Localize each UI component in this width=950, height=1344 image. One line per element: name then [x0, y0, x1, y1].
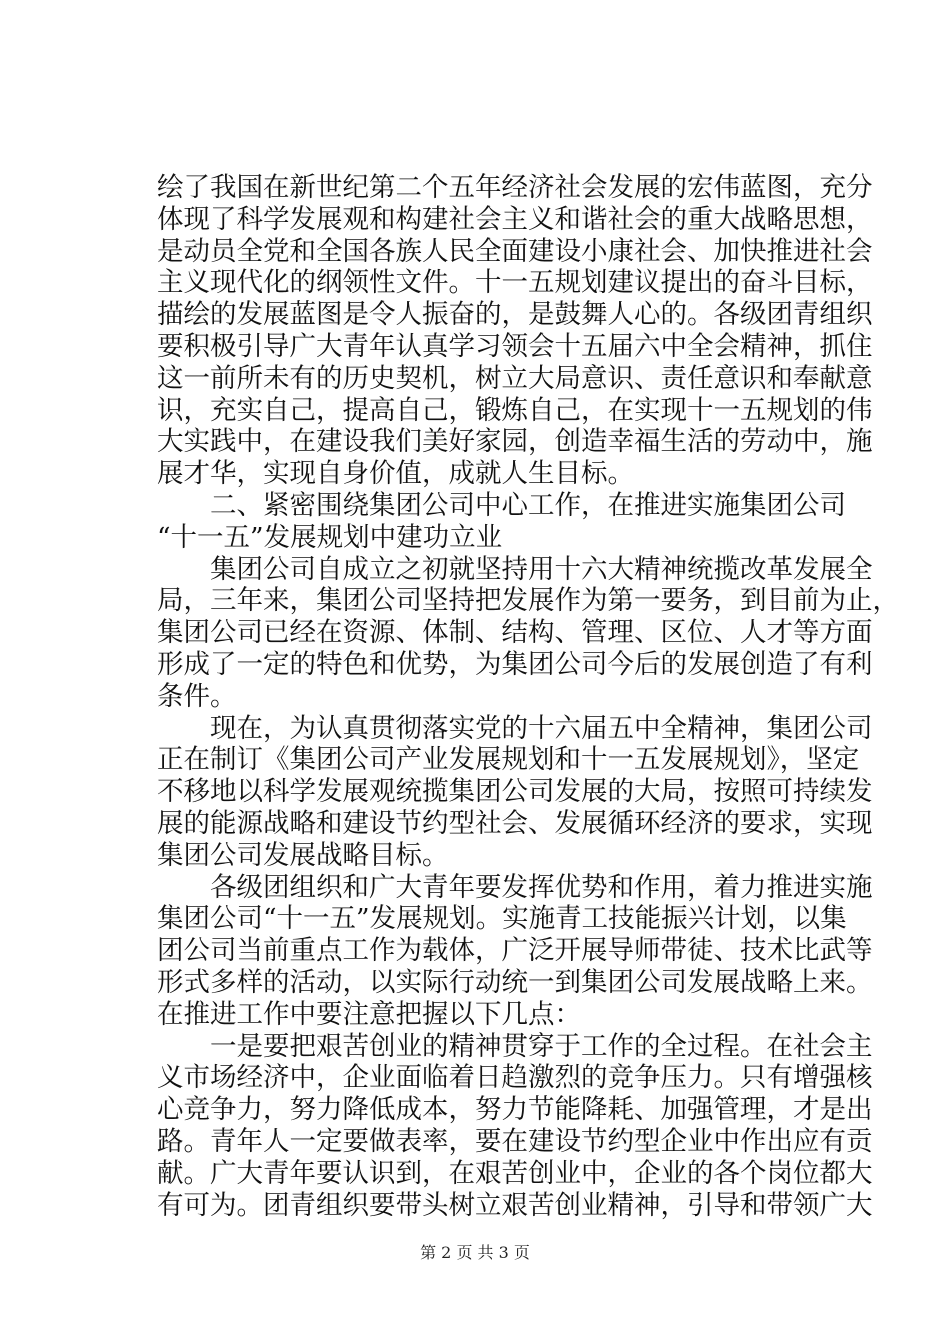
text-line: 集团公司自成立之初就坚持用十六大精神统揽改革发展全 [157, 553, 873, 585]
text-line: 集团公司已经在资源、体制、结构、管理、区位、人才等方面 [157, 617, 873, 649]
text-line: 献。广大青年要认识到，在艰苦创业中，企业的各个岗位都大 [157, 1157, 873, 1189]
text-line: 描绘的发展蓝图是令人振奋的，是鼓舞人心的。各级团青组织 [157, 299, 873, 331]
text-line: 大实践中，在建设我们美好家园，创造幸福生活的劳动中，施 [157, 426, 873, 458]
text-line: 识，充实自己，提高自己，锻炼自己，在实现十一五规划的伟 [157, 394, 873, 426]
text-line: 有可为。团青组织要带头树立艰苦创业精神，引导和带领广大 [157, 1189, 873, 1221]
body-text [157, 172, 899, 1221]
text-line: 各级团组织和广大青年要发挥优势和作用，着力推进实施 [157, 871, 873, 903]
text-line: 路。青年人一定要做表率，要在建设节约型企业中作出应有贡 [157, 1125, 873, 1157]
text-line: 现在，为认真贯彻落实党的十六届五中全精神，集团公司 [157, 712, 873, 744]
text-line: 展的能源战略和建设节约型社会、发展循环经济的要求，实现 [157, 807, 873, 839]
page-number-footer: 第 2 页 共 3 页 [420, 1243, 530, 1262]
text-line: 不移地以科学发展观统揽集团公司发展的大局，按照可持续发 [157, 776, 873, 808]
text-line: 正在制订《集团公司产业发展规划和十一五发展规划》，坚定 [157, 744, 860, 776]
text-line: 主义现代化的纲领性文件。十一五规划建议提出的奋斗目标， [157, 267, 873, 299]
text-line: 集团公司“十一五”发展规划。实施青工技能振兴计划，以集 [157, 903, 847, 935]
text-line: 绘了我国在新世纪第二个五年经济社会发展的宏伟蓝图，充分 [157, 172, 873, 203]
section-heading-line: 二、紧密围绕集团公司中心工作，在推进实施集团公司 [157, 489, 846, 521]
text-line: 集团公司发展战略目标。 [157, 839, 449, 871]
text-line: 一是要把艰苦创业的精神贯穿于工作的全过程。在社会主 [157, 1030, 873, 1062]
text-line: 在推进工作中要注意把握以下几点： [157, 998, 581, 1030]
text-line: 这一前所未有的历史契机，树立大局意识、责任意识和奉献意 [157, 362, 873, 394]
text-line: 展才华，实现自身价值，成就人生目标。 [157, 458, 634, 490]
text-line: 局，三年来，集团公司坚持把发展作为第一要务，到目前为止， [157, 585, 899, 617]
section-heading-line: “十一五”发展规划中建功立业 [157, 521, 503, 553]
text-line: 要积极引导广大青年认真学习领会十五届六中全会精神，抓住 [157, 330, 873, 362]
text-line: 团公司当前重点工作为载体，广泛开展导师带徒、技术比武等 [157, 935, 873, 967]
text-line: 体现了科学发展观和构建社会主义和谐社会的重大战略思想， [157, 203, 873, 235]
text-line: 心竞争力，努力降低成本，努力节能降耗、加强管理，才是出 [157, 1094, 873, 1126]
text-line: 是动员全党和全国各族人民全面建设小康社会、加快推进社会 [157, 235, 873, 267]
text-line: 形式多样的活动，以实际行动统一到集团公司发展战略上来。 [157, 966, 873, 998]
text-line: 形成了一定的特色和优势，为集团公司今后的发展创造了有利 [157, 648, 873, 680]
text-line: 义市场经济中，企业面临着日趋激烈的竞争压力。只有增强核 [157, 1062, 873, 1094]
text-line: 条件。 [157, 680, 237, 712]
